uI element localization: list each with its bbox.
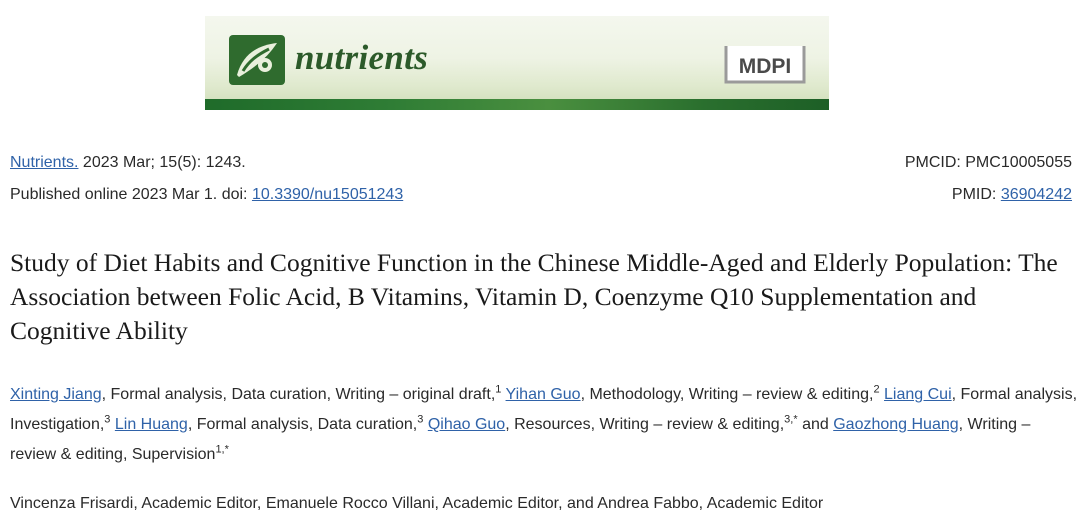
author-link[interactable]: Qihao Guo xyxy=(427,416,506,433)
published-text: Published online 2023 Mar 1. doi: xyxy=(10,186,248,203)
pmid-line xyxy=(952,186,1072,204)
journal-name: nutrients xyxy=(295,38,429,77)
doi-link[interactable]: 10.3390/nu15051243 xyxy=(251,186,404,203)
pmcid: PMCID: PMC10005055 xyxy=(904,154,1072,171)
published-line xyxy=(10,186,403,204)
author-roles: , Methodology, Writing – review & editing, xyxy=(580,386,874,403)
affiliation-ref[interactable]: 3 xyxy=(417,413,424,426)
author-list xyxy=(10,380,1078,470)
academic-editors: Vincenza Frisardi, Academic Editor, Emanuele Rocco Villani, Academic Editor, and Andrea Fabbo, Academic Editor xyxy=(10,495,824,512)
affiliation-ref[interactable]: 1,* xyxy=(215,443,229,456)
journal-banner[interactable] xyxy=(205,16,829,110)
author-link[interactable]: Xinting Jiang xyxy=(10,386,102,403)
mdpi-logo xyxy=(722,42,808,86)
citation-line xyxy=(10,154,246,172)
author-link[interactable]: Gaozhong Huang xyxy=(833,416,959,433)
authors-conjunction: and xyxy=(802,416,829,433)
svg-text:MDPI: MDPI xyxy=(738,55,792,78)
journal-link[interactable]: Nutrients. xyxy=(10,154,79,171)
citation-issue: 2023 Mar; 15(5): 1243. xyxy=(82,154,246,171)
author-roles: , Formal analysis, Data curation, Writing – original draft, xyxy=(101,386,496,403)
author-link[interactable]: Lin Huang xyxy=(114,416,188,433)
author-roles: , Writing – review & editing, Supervision xyxy=(10,416,1031,463)
pmid-label: PMID: xyxy=(951,186,997,203)
author-roles: , Formal analysis, Investigation, xyxy=(10,386,1078,433)
author-link[interactable]: Liang Cui xyxy=(884,386,952,403)
affiliation-ref[interactable]: 1 xyxy=(495,383,502,396)
author-link[interactable]: Yihan Guo xyxy=(505,386,581,403)
author-roles: , Formal analysis, Data curation, xyxy=(187,416,418,433)
nutrients-logo-icon xyxy=(229,35,285,85)
affiliation-ref[interactable]: 2 xyxy=(873,383,880,396)
affiliation-ref[interactable]: 3,* xyxy=(784,413,798,426)
banner-stripe xyxy=(205,99,829,110)
author-roles: , Resources, Writing – review & editing, xyxy=(505,416,785,433)
affiliation-ref[interactable]: 3 xyxy=(104,413,111,426)
article-title: Study of Diet Habits and Cognitive Function in the Chinese Middle-Aged and Elderly Population: The Association between Folic Acid, B Vitamins, Vitamin D, Coenzyme Q10 Supplementation and Cognitive Ability xyxy=(10,248,1058,345)
pmid-link[interactable]: 36904242 xyxy=(1000,186,1072,203)
